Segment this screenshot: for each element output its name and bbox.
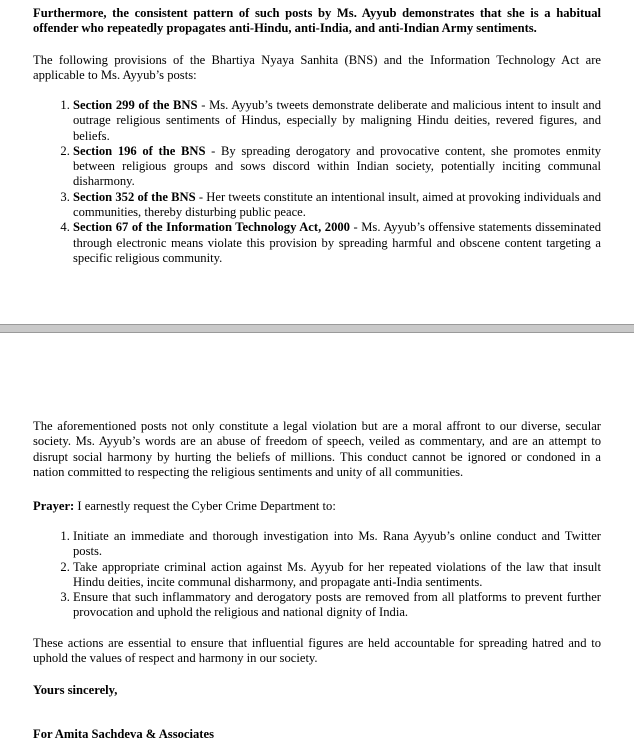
signatory: For Amita Sachdeva & Associates xyxy=(33,727,214,741)
provision-item xyxy=(73,190,601,221)
provisions-list xyxy=(33,98,601,266)
provision-text: - Her tweets constitute an intentional insult, aimed at provoking individuals and communities, thereby disturbing public peace. xyxy=(73,189,601,220)
provision-section: Section 196 of the BNS xyxy=(73,143,206,158)
request-item: 2. Take appropriate criminal action against Ms. Ayyub for her repeated violations of the law that insult Hindu deities, incite communal disharmony, and propagate anti-India sentiments. xyxy=(73,560,601,591)
requests-list xyxy=(33,529,601,621)
provision-item xyxy=(73,98,601,144)
provision-text: - Ms. Ayyub’s tweets demonstrate deliberate and malicious intent to insult and outrage religious sentiments of Hindus, especially by maligning Hindu deities, revered figures, and beliefs. xyxy=(73,98,601,143)
provision-text: - Ms. Ayyub’s offensive statements disseminated through electronic means violate this provision by spreading harmful and obscene content targeting a specific religious community. xyxy=(73,220,601,265)
document-page-1 xyxy=(0,0,634,324)
prayer-text: I earnestly request the Cyber Crime Department to: xyxy=(74,499,336,513)
provision-item xyxy=(73,220,601,266)
provisions-intro: The following provisions of the Bhartiya Nyaya Sanhita (BNS) and the Information Technology Act are applicable to Ms. Ayyub’s posts: xyxy=(33,53,601,83)
provision-section: Section 299 of the BNS xyxy=(73,98,198,112)
document-page-2 xyxy=(0,333,634,743)
habitual-offender-paragraph: Furthermore, the consistent pattern of such posts by Ms. Ayyub demonstrates that she is a habitual offender who repeatedly propagates anti-Hindu, anti-India, and anti-Indian Army sentiments. xyxy=(33,6,601,36)
provision-section: Section 352 of the BNS xyxy=(73,189,196,204)
closing-paragraph: These actions are essential to ensure that influential figures are held accountable for spreading hatred and to uphold the values of respect and harmony in our society. xyxy=(33,636,601,666)
sign-off: Yours sincerely, xyxy=(33,683,118,697)
provision-section: Section 67 of the Information Technology Act, 2000 xyxy=(73,220,350,235)
prayer-label: Prayer: xyxy=(33,499,75,513)
page-break-divider xyxy=(0,324,634,333)
request-item: 1. Initiate an immediate and thorough investigation into Ms. Rana Ayyub’s online conduct and Twitter posts. xyxy=(73,529,601,560)
prayer-line xyxy=(33,499,601,514)
moral-affront-paragraph: The aforementioned posts not only constitute a legal violation but are a moral affront to our diverse, secular society. Ms. Ayyub’s words are an abuse of freedom of speech, veiled as commentary, and are an attempt to disrupt social harmony by hurting the beliefs of millions. This conduct cannot be ignored or condoned in a nation committed to respecting the religious sentiments and unity of all communities. xyxy=(33,419,601,479)
provision-item xyxy=(73,144,601,190)
provision-text: - By spreading derogatory and provocative content, she promotes enmity between religious groups and sows discord within Indian society, potentially inciting communal disharmony. xyxy=(73,143,601,189)
request-item: 3. Ensure that such inflammatory and derogatory posts are removed from all platforms to prevent further provocation and uphold the religious and national dignity of India. xyxy=(73,590,601,621)
